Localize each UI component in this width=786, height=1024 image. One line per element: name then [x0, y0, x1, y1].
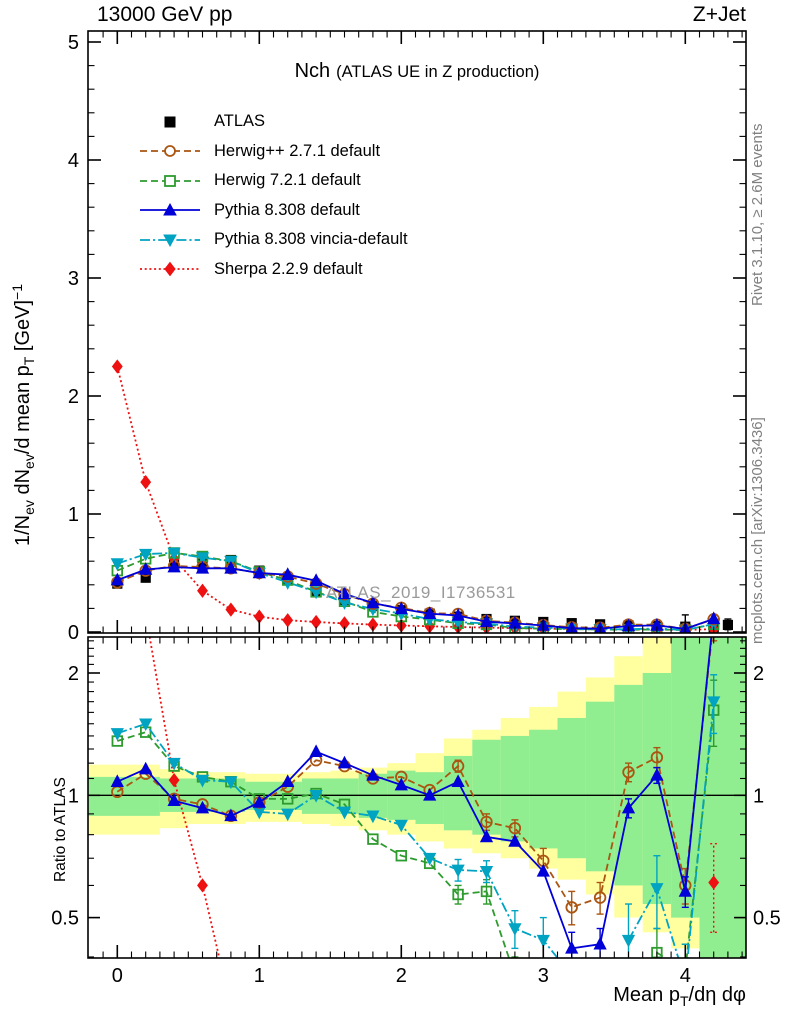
legend-item-herwigpp [138, 137, 408, 167]
legend-label: Herwig 7.2.1 default [214, 171, 361, 190]
band-green [558, 718, 586, 858]
tick-label: 2 [753, 663, 765, 685]
legend-label: Sherpa 2.2.9 default [214, 259, 363, 278]
mcplots-reference-note: mcplots.cern.ch [arXiv:1306.3436] [749, 417, 766, 644]
legend-marker-triangle-up-icon [138, 202, 202, 218]
observable-name: Nch [294, 60, 331, 82]
tick-label: 2 [395, 965, 407, 987]
analysis-watermark: ATLAS_2019_I1736531 [326, 583, 516, 602]
band-green [87, 777, 159, 816]
tick-label: 3 [67, 268, 79, 290]
y-axis-title-main: $1/N_{ev}$ $dN_{ev}/d$ mean $p_T$ [GeV]$^{-1}$ [9, 283, 37, 546]
x-axis-title: Mean $p_T/d\eta$ dφ [613, 984, 746, 1009]
beam-info: 13000 GeV pp [97, 3, 233, 26]
tick-label: 0 [111, 965, 123, 987]
process-label: Z+Jet [692, 3, 746, 26]
legend-marker-square-icon [138, 114, 202, 130]
tick-label: 5 [67, 32, 79, 54]
tick-label: 2 [67, 386, 79, 408]
tick-label: 1 [67, 504, 79, 526]
legend-item-pythia [138, 196, 408, 226]
tick-label: 0 [67, 622, 79, 644]
y-axis-title-ratio: Ratio to ATLAS [52, 777, 69, 882]
legend-item-vincia [138, 225, 408, 255]
tick-label: 1 [253, 965, 265, 987]
band-green [586, 702, 614, 872]
tick-label: 4 [679, 965, 691, 987]
legend-item-herwig [138, 166, 408, 196]
legend [138, 107, 408, 284]
generator-version-note: Rivet 3.1.10, ≥ 2.6M events [749, 123, 766, 306]
tick-label: 0.5 [51, 907, 79, 930]
legend-marker-circle-icon [138, 143, 202, 159]
analysis-name: (ATLAS UE in Z production) [336, 63, 540, 81]
plot-title [88, 60, 746, 83]
tick-label: 0.5 [753, 907, 781, 930]
legend-item-atlas [138, 107, 408, 137]
legend-label: Pythia 8.308 default [214, 200, 360, 219]
legend-item-sherpa [138, 255, 408, 285]
band-green [529, 730, 557, 849]
legend-marker-diamond-icon [138, 261, 202, 277]
legend-marker-square-icon [138, 173, 202, 189]
tick-label: 4 [67, 150, 79, 172]
legend-label: Pythia 8.308 vincia-default [214, 230, 408, 249]
legend-marker-triangle-down-icon [138, 232, 202, 248]
legend-label: Herwig++ 2.7.1 default [214, 141, 381, 160]
uncertainty-bands [87, 634, 746, 962]
tick-label: 1 [753, 785, 765, 808]
legend-label: ATLAS [214, 112, 266, 131]
tick-label: 3 [537, 965, 549, 987]
tick-label: 2 [67, 663, 79, 685]
tick-label: 1 [67, 785, 79, 808]
